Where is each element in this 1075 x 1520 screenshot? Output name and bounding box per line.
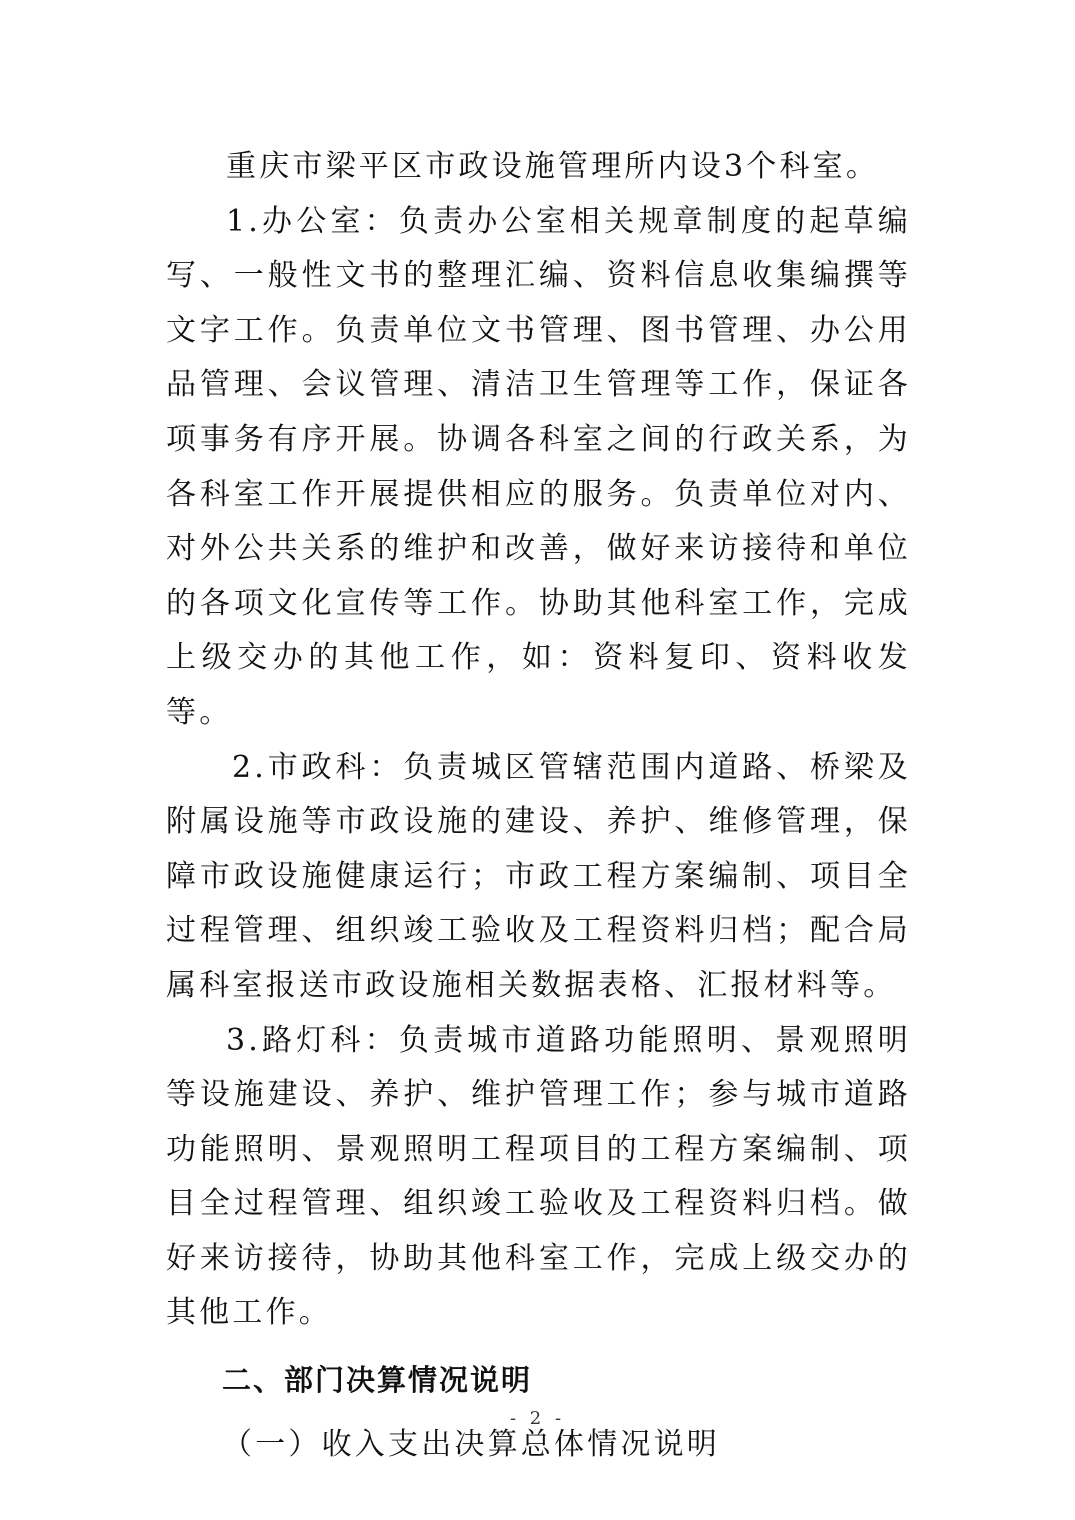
page-number: - 2 - [509,1408,566,1429]
section-heading: 二、部门决算情况说明 [222,1363,533,1398]
document-body [166,140,911,1472]
subsection-heading: （一）收入支出决算总体情况说明 [222,1426,720,1462]
streetlight-section-paragraph: 3.路灯科：负责城市道路功能照明、景观照明等设施建设、养护、维护管理工作；参与城市道路功能照明、景观照明工程项目的工程方案编制、项目全过程管理、组织竣工验收及工程资料归档。做好来访接待，协助其他科室工作，完成上级交办的其他工作。 [166,1022,911,1331]
municipal-section-paragraph: 2.市政科：负责城区管辖范围内道路、桥梁及附属设施等市政设施的建设、养护、维修管理，保障市政设施健康运行；市政工程方案编制、项目全过程管理、组织竣工验收及工程资料归档；配合局属科室报送市政设施相关数据表格、汇报材料等。 [166,749,911,1003]
office-paragraph: 1.办公室：负责办公室相关规章制度的起草编写、一般性文书的整理汇编、资料信息收集编撰等文字工作。负责单位文书管理、图书管理、办公用品管理、会议管理、清洁卫生管理等工作，保证各项事务有序开展。协调各科室之间的行政关系，为各科室工作开展提供相应的服务。负责单位对内、对外公共关系的维护和改善，做好来访接待和单位的各项文化宣传等工作。协助其他科室工作，完成上级交办的其他工作，如：资料复印、资料收发等。 [166,203,911,730]
intro-paragraph: 重庆市梁平区市政设施管理所内设3个科室。 [226,149,880,184]
